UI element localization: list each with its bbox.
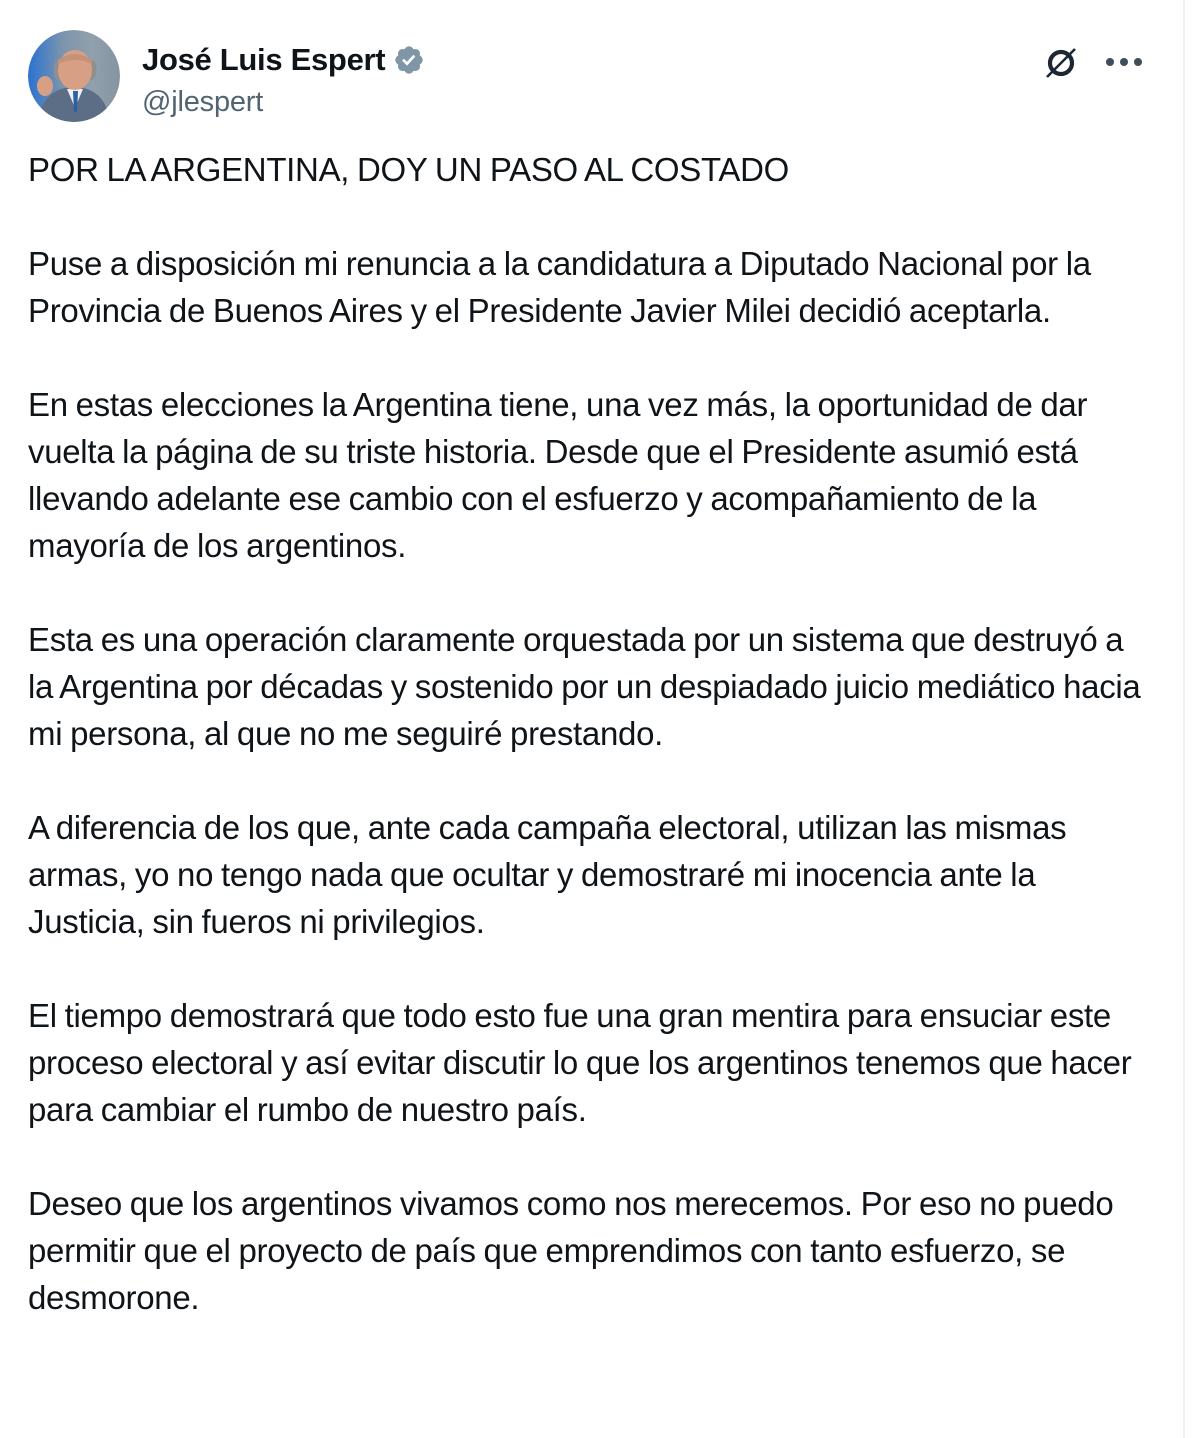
tweet-paragraph: A diferencia de los que, ante cada campaña electoral, utilizan las mismas armas, yo no tengo nada que ocultar y demostraré mi inocencia ante la Justicia, sin fueros ni privilegios.	[28, 809, 1067, 940]
more-dot	[1106, 58, 1114, 66]
timeline-column-border	[1183, 0, 1185, 1438]
author-name[interactable]: José Luis Espert	[142, 42, 386, 77]
tweet-paragraph: El tiempo demostrará que todo esto fue una gran mentira para ensuciar este proceso electoral y así evitar discutir lo que los argentinos tenemos que hacer para cambiar el rumbo de nuestro país.	[28, 997, 1132, 1128]
more-dot	[1134, 58, 1142, 66]
tweet-paragraph: Puse a disposición mi renuncia a la candidatura a Diputado Nacional por la Provincia de Buenos Aires y el Presidente Javier Milei decidió aceptarla.	[28, 245, 1091, 329]
tweet-paragraph: En estas elecciones la Argentina tiene, una vez más, la oportunidad de dar vuelta la página de su triste historia. Desde que el Presidente asumió está llevando adelante ese cambio con el esfuerzo y acompañamiento de la mayoría de los argentinos.	[28, 386, 1088, 564]
tweet-text	[28, 146, 1156, 1321]
tweet-paragraph: Deseo que los argentinos vivamos como nos merecemos. Por eso no puedo permitir que el proyecto de país que emprendimos con tanto esfuerzo, se desmorone.	[28, 1185, 1114, 1316]
more-options-icon[interactable]	[1102, 54, 1146, 70]
avatar-image	[28, 30, 120, 122]
tweet-paragraph: Esta es una operación claramente orquestada por un sistema que destruyó a la Argentina por décadas y sostenido por un despiadado juicio mediático hacia mi persona, al que no me seguiré prestando.	[28, 621, 1141, 752]
author-handle[interactable]: @jlespert	[142, 86, 264, 118]
tweet-header	[28, 30, 1156, 122]
more-dot	[1120, 58, 1128, 66]
author-block	[142, 30, 425, 119]
tweet-article	[28, 30, 1156, 1321]
grok-icon[interactable]	[1044, 45, 1078, 79]
tweet-header-actions	[1044, 44, 1146, 80]
author-name-row	[142, 42, 425, 78]
tweet-paragraph-title: POR LA ARGENTINA, DOY UN PASO AL COSTADO	[28, 151, 789, 188]
verified-badge-icon	[393, 44, 425, 76]
avatar[interactable]	[28, 30, 120, 122]
